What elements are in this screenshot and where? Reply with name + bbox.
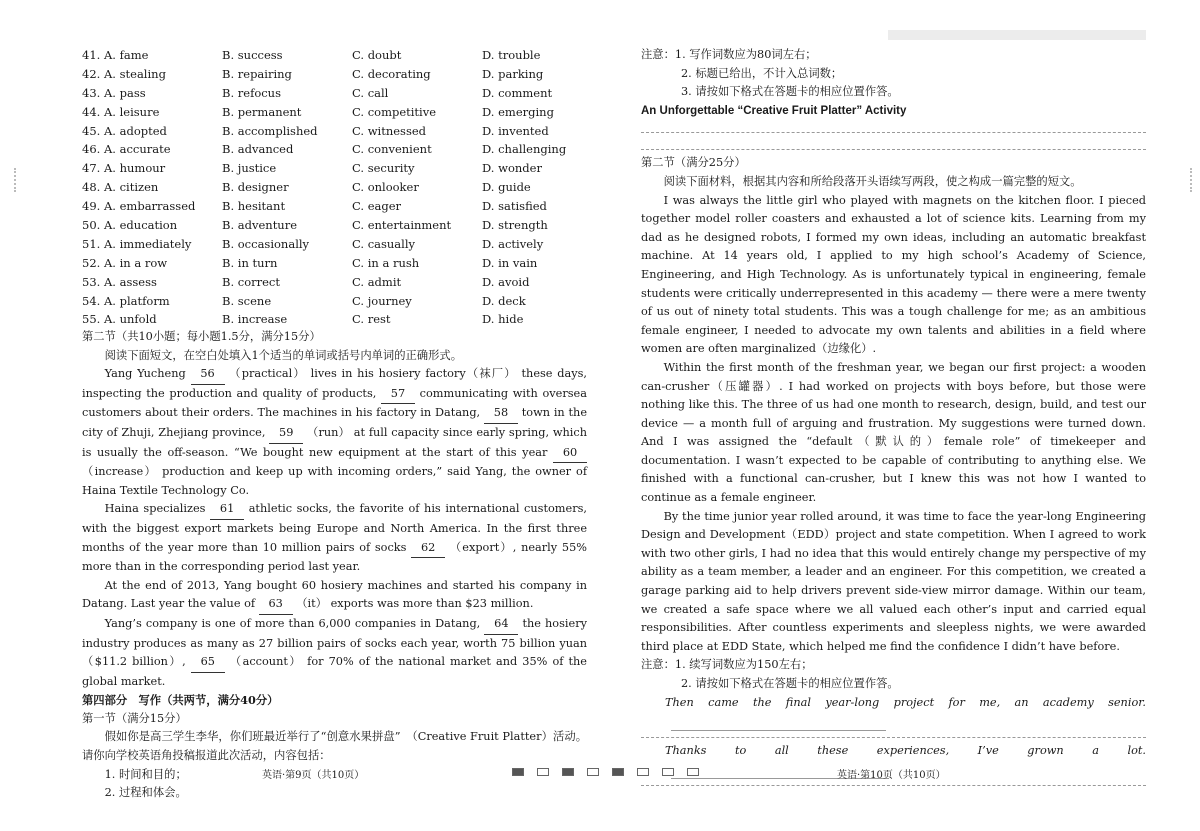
- paragraph-starter: Then came the final year-long project for me, an academy senior.: [641, 694, 1146, 731]
- question-row: [82, 122, 587, 141]
- answer-line[interactable]: [641, 120, 1146, 133]
- option-d[interactable]: D. strength: [482, 218, 548, 233]
- section-heading: 第二节（共10小题；每小题1.5分，满分15分）: [82, 330, 321, 343]
- blank-61[interactable]: 61: [210, 500, 244, 520]
- option-c[interactable]: C. journey: [352, 293, 412, 308]
- option-a[interactable]: A. education: [104, 218, 178, 233]
- page-footer: 英语·第9页（共10页）: [262, 770, 365, 781]
- blank-59[interactable]: 59: [269, 424, 303, 444]
- section-heading: 第二节（满分25分）: [641, 156, 746, 170]
- question-row: [82, 178, 587, 197]
- option-a[interactable]: A. leisure: [104, 104, 160, 119]
- option-a[interactable]: A. pass: [104, 85, 146, 100]
- page-footer: 英语·第10页（共10页）: [837, 770, 946, 781]
- question-number: 45.: [82, 123, 101, 138]
- question-number: 51.: [82, 236, 101, 251]
- question-row: [82, 159, 587, 178]
- section-heading: 第一节（满分15分）: [82, 711, 187, 725]
- question-number: 41.: [82, 48, 101, 62]
- blank-57[interactable]: 57: [381, 385, 415, 405]
- option-c[interactable]: C. security: [352, 161, 415, 176]
- essay-title: An Unforgettable “Creative Fruit Platter” Activity: [641, 104, 907, 117]
- option-a[interactable]: A. citizen: [104, 180, 159, 195]
- question-number: 48.: [82, 180, 101, 195]
- note-line: 3. 请按如下格式在答题卡的相应位置作答。: [681, 85, 899, 99]
- option-d[interactable]: D. emerging: [482, 104, 554, 119]
- page-10: [641, 0, 1146, 831]
- option-d[interactable]: D. invented: [482, 123, 549, 138]
- question-row: [82, 46, 587, 65]
- page-dot: [537, 768, 549, 776]
- option-d[interactable]: D. deck: [482, 293, 526, 308]
- cloze-section: [82, 328, 587, 803]
- question-number: 55.: [82, 312, 101, 327]
- instruction: 阅读下面材料，根据其内容和所给段落开头语续写两段，使之构成一篇完整的短文。: [663, 174, 1082, 188]
- question-row: [82, 84, 587, 103]
- blank-64[interactable]: 64: [484, 615, 518, 635]
- option-b[interactable]: B. justice: [222, 161, 277, 176]
- option-b[interactable]: B. scene: [222, 293, 272, 308]
- question-number: 44.: [82, 104, 101, 119]
- option-b[interactable]: B. accomplished: [222, 123, 318, 138]
- option-b[interactable]: B. hesitant: [222, 199, 286, 214]
- option-c[interactable]: C. convenient: [352, 142, 432, 157]
- blank-56[interactable]: 56: [191, 365, 225, 385]
- question-row: [82, 103, 587, 122]
- option-b[interactable]: B. increase: [222, 312, 288, 327]
- option-c[interactable]: C. entertainment: [352, 218, 452, 233]
- option-b[interactable]: B. success: [222, 48, 283, 62]
- continuation-line[interactable]: [671, 730, 886, 731]
- question-number: 46.: [82, 142, 101, 157]
- page-9: [82, 0, 587, 831]
- note-line: 注意：1. 写作词数应为80词左右；: [641, 48, 817, 61]
- page-dot: [587, 768, 599, 776]
- blank-60[interactable]: 60: [553, 444, 587, 464]
- option-b[interactable]: B. repairing: [222, 66, 292, 81]
- option-d[interactable]: D. trouble: [482, 48, 541, 62]
- passage-paragraph: Haina specializes 61 athletic socks, the favorite of his international customers, with the biggest export markets being Europe and North America. In the first three months of the year more than 10 million pairs of socks 62 （export）, nearly 55% more than in the corresponding period last year.: [82, 502, 587, 574]
- story-paragraph: Within the first month of the freshman year, we began our first project: a wooden can-crusher（压罐器）. I had worked on projects with boys before, but those were nothing like this. The three of us had one month to research, design, build, and test our device — a month full of arguing and frustration. My suggestions were turned down. And I was assigned the “default（默认的）female role” of timekeeper and documentation. I wasn’t expected to be capable of contributing to anything else. We finished with a functional can-crusher, but I knew this was not how I wanted to continue as a female engineer.: [641, 360, 1146, 505]
- passage-paragraph: At the end of 2013, Yang bought 60 hosiery machines and started his company in Datang. Last year the value of 63 （it） exports was more than $23 million.: [82, 577, 587, 615]
- option-d[interactable]: D. in vain: [482, 255, 538, 270]
- question-row: [82, 140, 587, 159]
- question-number: 52.: [82, 255, 101, 270]
- question-number: 50.: [82, 218, 101, 233]
- option-a[interactable]: A. in a row: [104, 255, 168, 270]
- blank-63[interactable]: 63: [259, 595, 293, 615]
- question-row: [82, 273, 587, 292]
- option-c[interactable]: C. onlooker: [352, 180, 419, 195]
- writing-section: [641, 46, 1146, 790]
- question-row: [82, 254, 587, 273]
- option-a[interactable]: A. fame: [104, 48, 149, 62]
- option-a[interactable]: A. unfold: [104, 312, 157, 327]
- option-d[interactable]: D. avoid: [482, 274, 530, 289]
- note-line: 2. 标题已给出，不计入总词数；: [681, 66, 843, 80]
- blank-58[interactable]: 58: [484, 404, 518, 424]
- option-c[interactable]: C. rest: [352, 312, 391, 327]
- option-c[interactable]: C. eager: [352, 199, 402, 214]
- page-dot: [612, 768, 624, 776]
- paragraph-starter: Thanks to all these experiences, I’ve grown a lot.: [641, 742, 1146, 779]
- question-number: 54.: [82, 293, 101, 308]
- option-d[interactable]: D. actively: [482, 236, 544, 251]
- question-number: 49.: [82, 199, 101, 214]
- option-b[interactable]: B. occasionally: [222, 236, 310, 251]
- binding-holes-left: [14, 168, 22, 192]
- answer-line[interactable]: [641, 731, 1146, 738]
- question-row: [82, 216, 587, 235]
- instruction: 阅读下面短文，在空白处填入1个适当的单词或括号内单词的正确形式。: [104, 348, 462, 362]
- question-row: [82, 197, 587, 216]
- option-d[interactable]: D. challenging: [482, 142, 567, 157]
- option-a[interactable]: A. immediately: [104, 236, 192, 251]
- question-row: [82, 235, 587, 254]
- option-c[interactable]: C. competitive: [352, 104, 437, 119]
- note-line: 2. 请按如下格式在答题卡的相应位置作答。: [681, 677, 899, 690]
- writing-prompt: 假如你是高三学生李华，你们班最近举行了“创意水果拼盘” （Creative Fruit Platter）活动。请你向学校英语角投稿报道此次活动，内容包括：: [82, 730, 587, 763]
- answer-line[interactable]: [641, 137, 1146, 150]
- option-d[interactable]: D. wonder: [482, 161, 542, 176]
- option-c[interactable]: C. decorating: [352, 66, 431, 81]
- option-c[interactable]: C. admit: [352, 274, 402, 289]
- option-d[interactable]: D. hide: [482, 312, 524, 327]
- option-a[interactable]: A. humour: [104, 161, 166, 176]
- option-a[interactable]: A. accurate: [104, 142, 171, 157]
- option-d[interactable]: D. satisfied: [482, 199, 547, 214]
- option-a[interactable]: A. stealing: [104, 66, 166, 81]
- question-row: [82, 65, 587, 84]
- option-b[interactable]: B. adventure: [222, 218, 298, 233]
- option-b[interactable]: B. in turn: [222, 255, 278, 270]
- option-d[interactable]: D. guide: [482, 180, 531, 195]
- options-table: [82, 46, 587, 329]
- option-a[interactable]: A. adopted: [104, 123, 167, 138]
- part-heading: 第四部分 写作（共两节，满分40分）: [82, 693, 279, 708]
- note-line: 注意：1. 续写词数应为150左右；: [641, 658, 813, 672]
- story-paragraph: I was always the little girl who played with magnets on the kitchen floor. I pieced together model roller coasters and exhausted a lot of science kits. Learning from my dad as he designed robots, I formed my own ideas, including an automatic breakfast machine. At 14 years old, I applied to my high school’s Academy of Science, Engineering, and High Technology. As is unfortunately typical in engineering, female students were critically underrepresented in this academy — there were a mere twenty of us out of ninety total students. This was a tough challenge for me; as an ambitious female engineer, I needed to advocate my own talents and abilities in a field where women are often marginalized（边缘化）.: [641, 193, 1146, 356]
- option-b[interactable]: B. refocus: [222, 85, 281, 100]
- question-number: 43.: [82, 85, 101, 100]
- option-d[interactable]: D. comment: [482, 85, 553, 100]
- passage-paragraph: Yang’s company is one of more than 6,000 companies in Datang, 64 the hosiery industry produces as many as 27 billion pairs of socks each year, worth 75 billion yuan （$11.2 billion）, 65 （account） for 70% of the national market and 35% of the global market.: [82, 616, 587, 688]
- page-dot: [562, 768, 574, 776]
- option-b[interactable]: B. correct: [222, 274, 280, 289]
- passage-paragraph: Yang Yucheng 56 （practical） lives in his hosiery factory（袜厂） these days, inspecting the production and quality of products, 57 communicating with oversea customers about their orders. The machines in his factory in Datang, 58 town in the city of Zhuji, Zhejiang province, 59 （run） at full capacity since early spring, which is usually the off-season. “We bought new equipment at the start of this year 60 （increase） production and keep up with incoming orders,” said Yang, the owner of Haina Textile Technology Co.: [82, 367, 587, 497]
- blank-65[interactable]: 65: [191, 653, 225, 673]
- question-number: 47.: [82, 161, 101, 176]
- option-c[interactable]: C. casually: [352, 236, 416, 251]
- question-row: [82, 310, 587, 329]
- option-b[interactable]: B. advanced: [222, 142, 294, 157]
- blank-62[interactable]: 62: [411, 539, 445, 559]
- option-c[interactable]: C. doubt: [352, 48, 402, 62]
- option-d[interactable]: D. parking: [482, 66, 544, 81]
- prompt-item: 2. 过程和体会。: [104, 786, 187, 800]
- question-number: 53.: [82, 274, 101, 289]
- page-dot: [512, 768, 524, 776]
- option-a[interactable]: A. platform: [104, 293, 170, 308]
- option-a[interactable]: A. embarrassed: [104, 199, 196, 214]
- option-b[interactable]: B. permanent: [222, 104, 302, 119]
- binding-holes-right: [1190, 168, 1198, 192]
- question-number: 42.: [82, 66, 101, 81]
- question-row: [82, 292, 587, 311]
- option-b[interactable]: B. designer: [222, 180, 289, 195]
- story-paragraph: By the time junior year rolled around, it was time to face the year-long Engineering Design and Development（EDD）project and state competition. When I agreed to work with two other girls, I had no idea that this would entirely change my perspective of my ability as a team member, a leader and an engineer. For this competition, we created a garage parking aid to help drivers prevent side-view mirror damage. Within our team, we created a safe space where we all valued each other’s input and carried equal responsibilities. After countless experiments and sleepless nights, we were awarded third place at EDD State, which helped me find the confidence I didn’t have before.: [641, 509, 1146, 653]
- option-a[interactable]: A. assess: [104, 274, 157, 289]
- option-c[interactable]: C. in a rush: [352, 255, 420, 270]
- option-c[interactable]: C. witnessed: [352, 123, 427, 138]
- option-c[interactable]: C. call: [352, 85, 389, 100]
- prompt-item: 1. 时间和目的；: [104, 767, 187, 781]
